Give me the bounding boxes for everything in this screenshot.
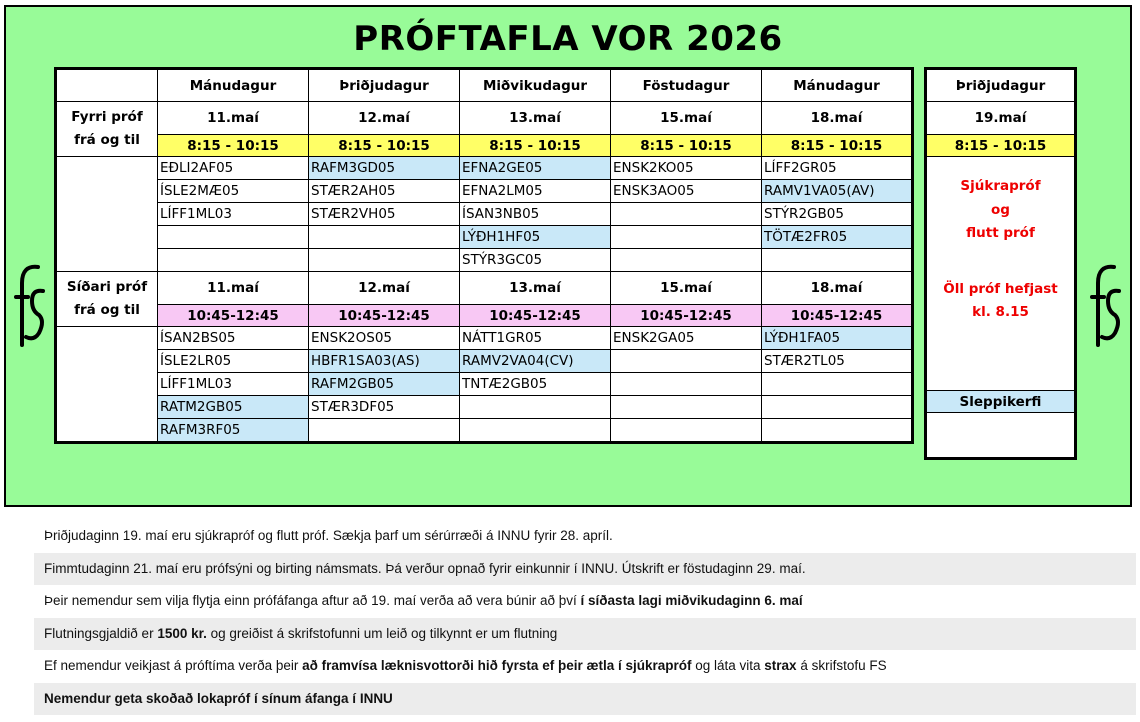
note-line: flutt próf bbox=[966, 225, 1035, 241]
course-cell: EÐLI2AF05 bbox=[158, 157, 309, 180]
course-cell bbox=[611, 373, 762, 396]
label-line: Fyrri próf bbox=[71, 109, 143, 125]
course-cell: ÍSAN2BS05 bbox=[158, 327, 309, 350]
note-row bbox=[34, 650, 1136, 683]
day-header: Mánudagur bbox=[158, 69, 309, 102]
note-row bbox=[34, 520, 1136, 553]
course-cell: RATM2GB05 bbox=[158, 396, 309, 419]
course-cell: TÖTÆ2FR05 bbox=[762, 226, 913, 249]
page-title: PRÓFTAFLA VOR 2026 bbox=[353, 19, 783, 59]
course-cell: EFNA2LM05 bbox=[460, 180, 611, 203]
note-text: á skrifstofu FS bbox=[796, 658, 887, 673]
date-cell: 11.maí bbox=[158, 102, 309, 135]
note-text: Fimmtudaginn 21. maí eru prófsýni og birting námsmats. Þá verður opnað fyrir einkunnir í INNU. Útskrift er föstudaginn 29. maí. bbox=[44, 560, 806, 576]
side-date: 19.maí bbox=[926, 102, 1076, 135]
note-row bbox=[34, 585, 1136, 618]
time-cell: 8:15 - 10:15 bbox=[460, 135, 611, 157]
date-cell: 11.maí bbox=[158, 272, 309, 305]
note-emphasis: strax bbox=[764, 658, 797, 673]
time-cell: 8:15 - 10:15 bbox=[158, 135, 309, 157]
course-cell: TNTÆ2GB05 bbox=[460, 373, 611, 396]
course-cell: LÍFF2GR05 bbox=[762, 157, 913, 180]
day-header: Föstudagur bbox=[611, 69, 762, 102]
course-cell: ÍSLE2LR05 bbox=[158, 350, 309, 373]
exam-schedule-table bbox=[54, 67, 914, 444]
time-cell: 8:15 - 10:15 bbox=[762, 135, 913, 157]
sidari-blank-cell bbox=[56, 327, 158, 443]
course-cell: LÍFF1ML03 bbox=[158, 373, 309, 396]
note-row bbox=[34, 553, 1136, 586]
note-text: og greiðist á skrifstofunni um leið og tilkynnt er um flutning bbox=[206, 625, 558, 641]
time-cell: 10:45-12:45 bbox=[158, 305, 309, 327]
course-cell bbox=[158, 249, 309, 272]
label-line: frá og til bbox=[74, 302, 140, 318]
date-cell: 13.maí bbox=[460, 272, 611, 305]
course-cell bbox=[762, 396, 913, 419]
date-cell: 15.maí bbox=[611, 102, 762, 135]
date-cell: 12.maí bbox=[309, 272, 460, 305]
course-cell bbox=[460, 419, 611, 443]
note-line: Öll próf hefjast bbox=[943, 280, 1058, 297]
side-empty-cell bbox=[926, 413, 1076, 459]
course-cell: STÆR3DF05 bbox=[309, 396, 460, 419]
course-cell: EFNA2GE05 bbox=[460, 157, 611, 180]
date-cell: 12.maí bbox=[309, 102, 460, 135]
note-line: og bbox=[991, 201, 1010, 218]
sick-exam-table bbox=[924, 67, 1077, 460]
course-cell: RAMV2VA04(CV) bbox=[460, 350, 611, 373]
course-cell bbox=[611, 419, 762, 443]
course-cell bbox=[309, 226, 460, 249]
course-cell bbox=[762, 419, 913, 443]
date-cell: 13.maí bbox=[460, 102, 611, 135]
date-cell: 18.maí bbox=[762, 272, 913, 305]
note-emphasis: í síðasta lagi miðvikudaginn 6. maí bbox=[580, 593, 803, 608]
course-cell: ÍSAN3NB05 bbox=[460, 203, 611, 226]
course-cell: ENSK2OS05 bbox=[309, 327, 460, 350]
course-cell bbox=[762, 249, 913, 272]
course-cell: ÍSLE2MÆ05 bbox=[158, 180, 309, 203]
time-cell: 10:45-12:45 bbox=[460, 305, 611, 327]
course-cell bbox=[611, 396, 762, 419]
note-text: Ef nemendur veikjast á próftíma verða þeir bbox=[44, 658, 303, 673]
course-cell: RAFM3GD05 bbox=[309, 157, 460, 180]
sidari-label bbox=[56, 272, 158, 327]
course-cell: HBFR1SA03(AS) bbox=[309, 350, 460, 373]
day-header: Þriðjudagur bbox=[309, 69, 460, 102]
note-text: og láta vita bbox=[691, 658, 765, 673]
note-text: Flutningsgjaldið er bbox=[44, 625, 158, 641]
course-cell bbox=[611, 249, 762, 272]
fs-logo-icon bbox=[12, 259, 48, 349]
course-cell: LÍFF1ML03 bbox=[158, 203, 309, 226]
course-cell: STÆR2VH05 bbox=[309, 203, 460, 226]
course-cell bbox=[158, 226, 309, 249]
course-cell bbox=[611, 350, 762, 373]
course-cell: RAFM3RF05 bbox=[158, 419, 309, 443]
corner-cell bbox=[56, 69, 158, 102]
date-cell: 15.maí bbox=[611, 272, 762, 305]
date-cell: 18.maí bbox=[762, 102, 913, 135]
course-cell: STÝR3GC05 bbox=[460, 249, 611, 272]
course-cell: ENSK2GA05 bbox=[611, 327, 762, 350]
course-cell bbox=[611, 226, 762, 249]
note-emphasis: Nemendur geta skoðað lokapróf í sínum áfanga í INNU bbox=[44, 690, 393, 706]
course-cell: STÆR2TL05 bbox=[762, 350, 913, 373]
time-cell: 10:45-12:45 bbox=[611, 305, 762, 327]
note-emphasis: að framvísa læknisvottorði hið fyrsta ef þeir ætla í sjúkrapróf bbox=[302, 658, 692, 673]
course-cell bbox=[309, 249, 460, 272]
fs-logo-icon bbox=[1088, 259, 1124, 349]
sick-exam-note bbox=[926, 157, 1076, 391]
note-line: kl. 8.15 bbox=[972, 304, 1029, 320]
course-cell: RAFM2GB05 bbox=[309, 373, 460, 396]
sleppikerfi-label: Sleppikerfi bbox=[926, 391, 1076, 413]
time-cell: 10:45-12:45 bbox=[762, 305, 913, 327]
day-header: Mánudagur bbox=[762, 69, 913, 102]
course-cell: ENSK2KO05 bbox=[611, 157, 762, 180]
side-time: 8:15 - 10:15 bbox=[926, 135, 1076, 157]
note-text: Þeir nemendur sem vilja flytja einn prófáfanga aftur að 19. maí verða að vera búnir að því bbox=[44, 593, 581, 608]
time-cell: 10:45-12:45 bbox=[309, 305, 460, 327]
course-cell: ENSK3AO05 bbox=[611, 180, 762, 203]
note-row bbox=[34, 683, 1136, 716]
fyrri-label bbox=[56, 102, 158, 157]
label-line: Síðari próf bbox=[66, 279, 148, 295]
course-cell bbox=[460, 396, 611, 419]
course-cell bbox=[762, 373, 913, 396]
fyrri-blank-cell bbox=[56, 157, 158, 272]
note-line: Sjúkrapróf bbox=[960, 178, 1041, 194]
label-line: frá og til bbox=[74, 132, 140, 148]
course-cell: LÝÐH1FA05 bbox=[762, 327, 913, 350]
side-day-header: Þriðjudagur bbox=[926, 69, 1076, 102]
note-text: Þriðjudaginn 19. maí eru sjúkrapróf og flutt próf. Sækja þarf um sérúrræði á INNU fyrir 28. apríl. bbox=[44, 528, 613, 543]
day-header: Miðvikudagur bbox=[460, 69, 611, 102]
course-cell: LÝÐH1HF05 bbox=[460, 226, 611, 249]
course-cell: RAMV1VA05(AV) bbox=[762, 180, 913, 203]
course-cell: NÁTT1GR05 bbox=[460, 327, 611, 350]
course-cell: STÝR2GB05 bbox=[762, 203, 913, 226]
time-cell: 8:15 - 10:15 bbox=[309, 135, 460, 157]
notes-list bbox=[34, 520, 1136, 715]
course-cell bbox=[611, 203, 762, 226]
time-cell: 8:15 - 10:15 bbox=[611, 135, 762, 157]
course-cell: STÆR2AH05 bbox=[309, 180, 460, 203]
course-cell bbox=[309, 419, 460, 443]
note-row bbox=[34, 618, 1136, 651]
note-emphasis: 1500 kr. bbox=[157, 625, 207, 641]
